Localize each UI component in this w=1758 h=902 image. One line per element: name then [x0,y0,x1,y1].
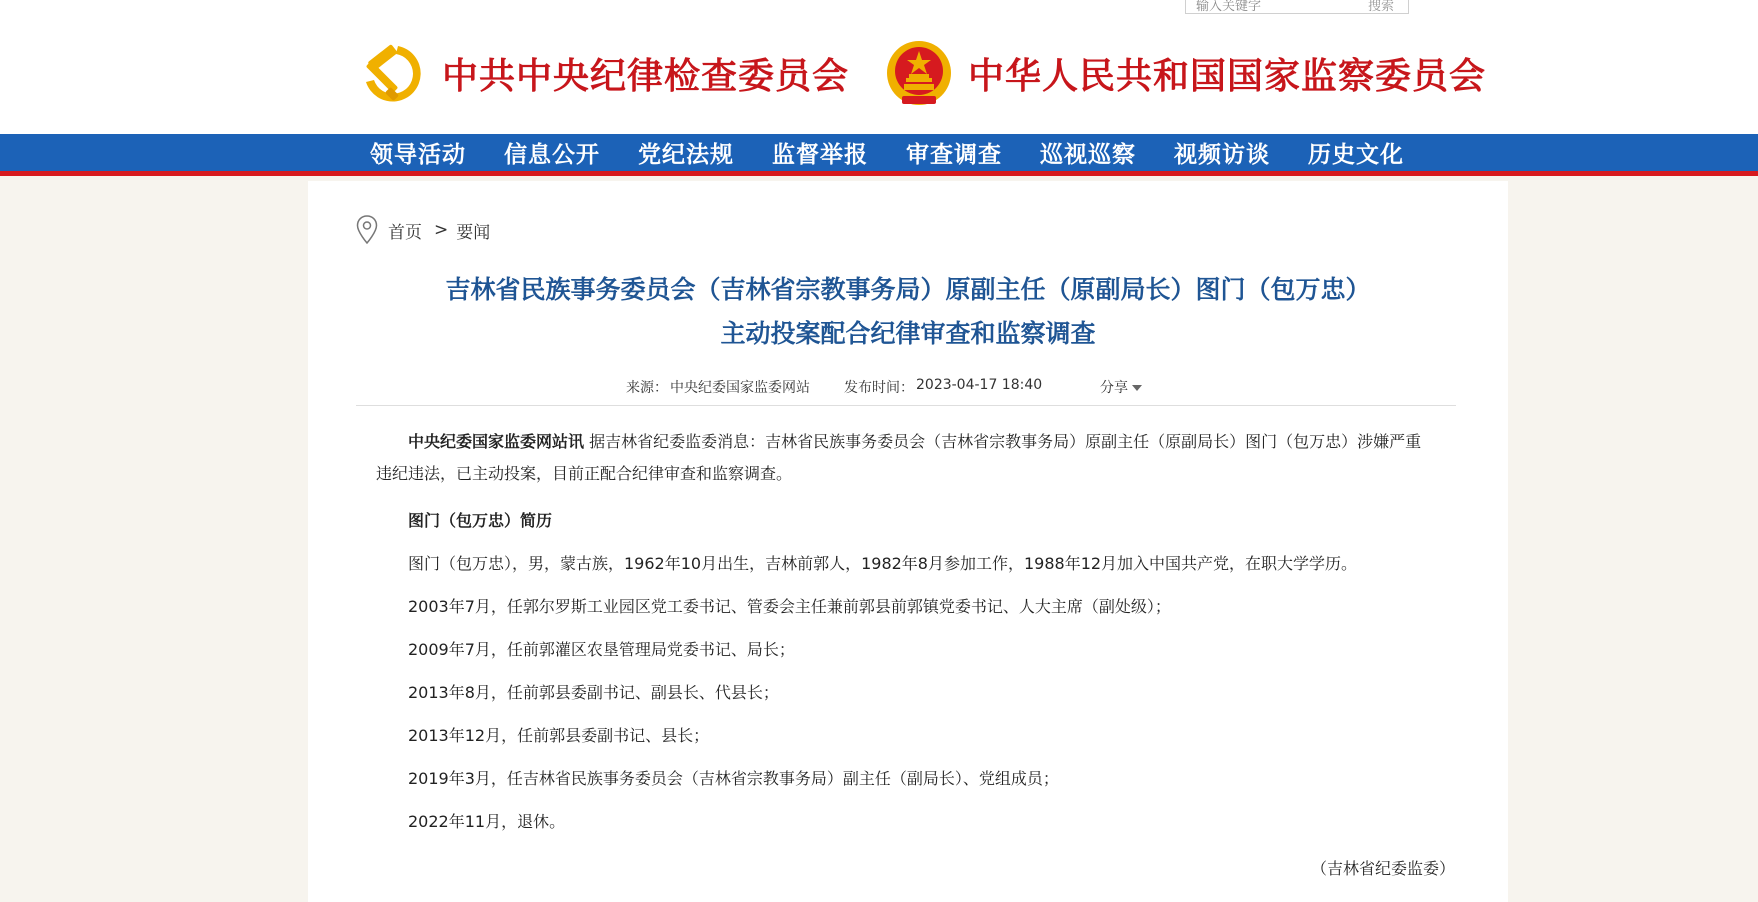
brand-ccdi-name: 中共中央纪律检查委员会 [442,54,850,97]
bio-paragraph: 2009年7月，任前郭灌区农垦管理局党委书记、局长； [408,640,795,659]
article-title-line1: 吉林省民族事务委员会（吉林省宗教事务局）原副主任（原副局长）图门（包万忠） [445,275,1371,304]
article-meta [626,377,1128,397]
nav-item-info[interactable]: 信息公开 [504,141,600,168]
brand-nsc[interactable] [884,38,1486,108]
bio-paragraph: 2013年8月，任前郭县委副书记、副县长、代县长； [408,683,779,702]
lead-text: 据吉林省纪委监委消息：吉林省民族事务委员会（吉林省宗教事务局）原副主任（原副局长）图门（包万忠）涉嫌严重违纪违法，已主动投案，目前正配合纪律审查和监察调查。 [376,432,1422,483]
bio-paragraph: 2022年11月，退休。 [408,812,566,831]
article-body [376,426,1456,878]
breadcrumb-home[interactable]: 首页 [388,222,422,243]
location-pin-icon [356,215,378,245]
site-header [0,0,1758,134]
search-box[interactable] [1185,0,1409,14]
bio-paragraph: 2013年12月，任前郭县委副书记、县长； [408,726,710,745]
lead-source: 中央纪委国家监委网站讯 [408,432,585,451]
bio-heading: 图门（包万忠）简历 [408,511,553,530]
brand-ccdi[interactable] [358,38,849,108]
national-emblem-icon [884,38,954,108]
nav-item-leadership[interactable]: 领导活动 [370,141,466,168]
brand-nsc-name: 中华人民共和国国家监察委员会 [968,54,1487,97]
time-label: 发布时间： [844,380,914,396]
bio-paragraph: 图门（包万忠），男，蒙古族，1962年10月出生，吉林前郭人，1982年8月参加工作，1988年12月加入中国共产党，在职大学学历。 [408,554,1358,573]
source-value: 中央纪委国家监委网站 [670,380,810,396]
nav-item-history[interactable]: 历史文化 [1308,141,1404,168]
article-container [308,181,1508,902]
share-label: 分享 [1100,380,1128,396]
breadcrumb-current[interactable]: 要闻 [456,222,491,243]
nav-item-video[interactable]: 视频访谈 [1174,141,1270,168]
caret-down-icon [1132,385,1142,391]
search-button[interactable]: 搜索 [1367,0,1394,14]
lead-paragraph [376,426,1426,490]
hammer-sickle-icon [358,38,428,108]
nav-item-supervision[interactable]: 监督举报 [772,141,868,168]
bio-paragraph: 2003年7月，任郭尔罗斯工业园区党工委书记、管委会主任兼前郭县前郭镇党委书记、人大主席（副处级）； [408,597,1171,616]
nav-item-inspection[interactable]: 巡视巡察 [1040,141,1136,168]
breadcrumb [356,215,490,245]
publish-time: 2023-04-17 18:40 [916,377,1043,393]
breadcrumb-separator: > [434,220,449,240]
source-label: 来源： [626,380,668,396]
share-button[interactable] [1100,377,1142,397]
nav-item-investigation[interactable]: 审查调查 [906,141,1002,168]
search-input[interactable]: 输入关键字 [1196,0,1262,14]
article-title-line2: 主动投案配合纪律审查和监察调查 [720,319,1096,348]
article-footer-source: （吉林省纪委监委） [1311,859,1456,878]
bio-paragraph: 2019年3月，任吉林省民族事务委员会（吉林省宗教事务局）副主任（副局长）、党组成员； [408,769,1059,788]
main-nav [0,134,1758,176]
nav-item-regulations[interactable]: 党纪法规 [638,141,734,168]
divider [356,405,1456,406]
